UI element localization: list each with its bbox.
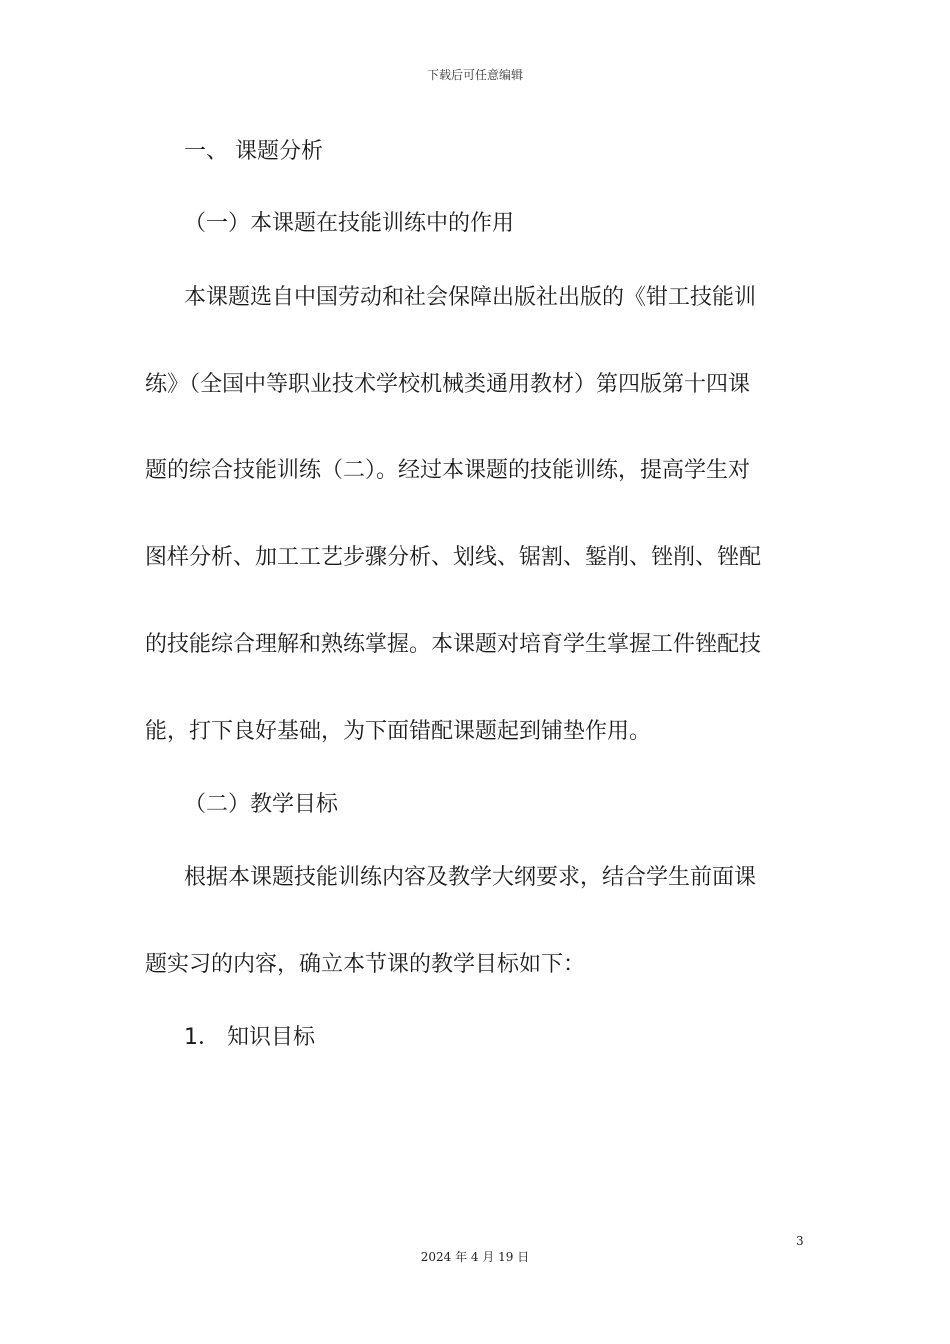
paragraph-line: 练》（全国中等职业技术学校机械类通用教材）第四版第十四课 <box>145 372 751 397</box>
page-number: 3 <box>796 1234 804 1248</box>
paragraph-line: 本课题选自中国劳动和社会保障出版社出版的《钳工技能训 <box>184 285 757 310</box>
paragraph-line: 根据本课题技能训练内容及教学大纲要求，结合学生前面课 <box>184 865 757 890</box>
page-footer-date: 2024 年 4 月 19 日 <box>420 1250 530 1264</box>
paragraph-line: 能，打下良好基础，为下面错配课题起到铺垫作用。 <box>145 719 652 744</box>
list-item-knowledge-goal: 1． 知识目标 <box>184 1025 315 1050</box>
paragraph-line: 题的综合技能训练（二）。经过本课题的技能训练，提高学生对 <box>145 458 751 483</box>
subsection-heading-goals: （二）教学目标 <box>184 792 339 817</box>
subsection-heading-role: （一）本课题在技能训练中的作用 <box>184 211 515 236</box>
paragraph-line: 的技能综合理解和熟练掌握。本课题对培育学生掌握工件锉配技 <box>145 632 762 657</box>
section-heading: 一、 课题分析 <box>184 139 323 164</box>
paragraph-line: 图样分析、加工工艺步骤分析、划线、锯割、錾削、锉削、锉配 <box>145 545 762 570</box>
page-header: 下载后可任意编辑 <box>426 68 523 82</box>
paragraph-line: 题实习的内容，确立本节课的教学目标如下： <box>145 952 586 977</box>
